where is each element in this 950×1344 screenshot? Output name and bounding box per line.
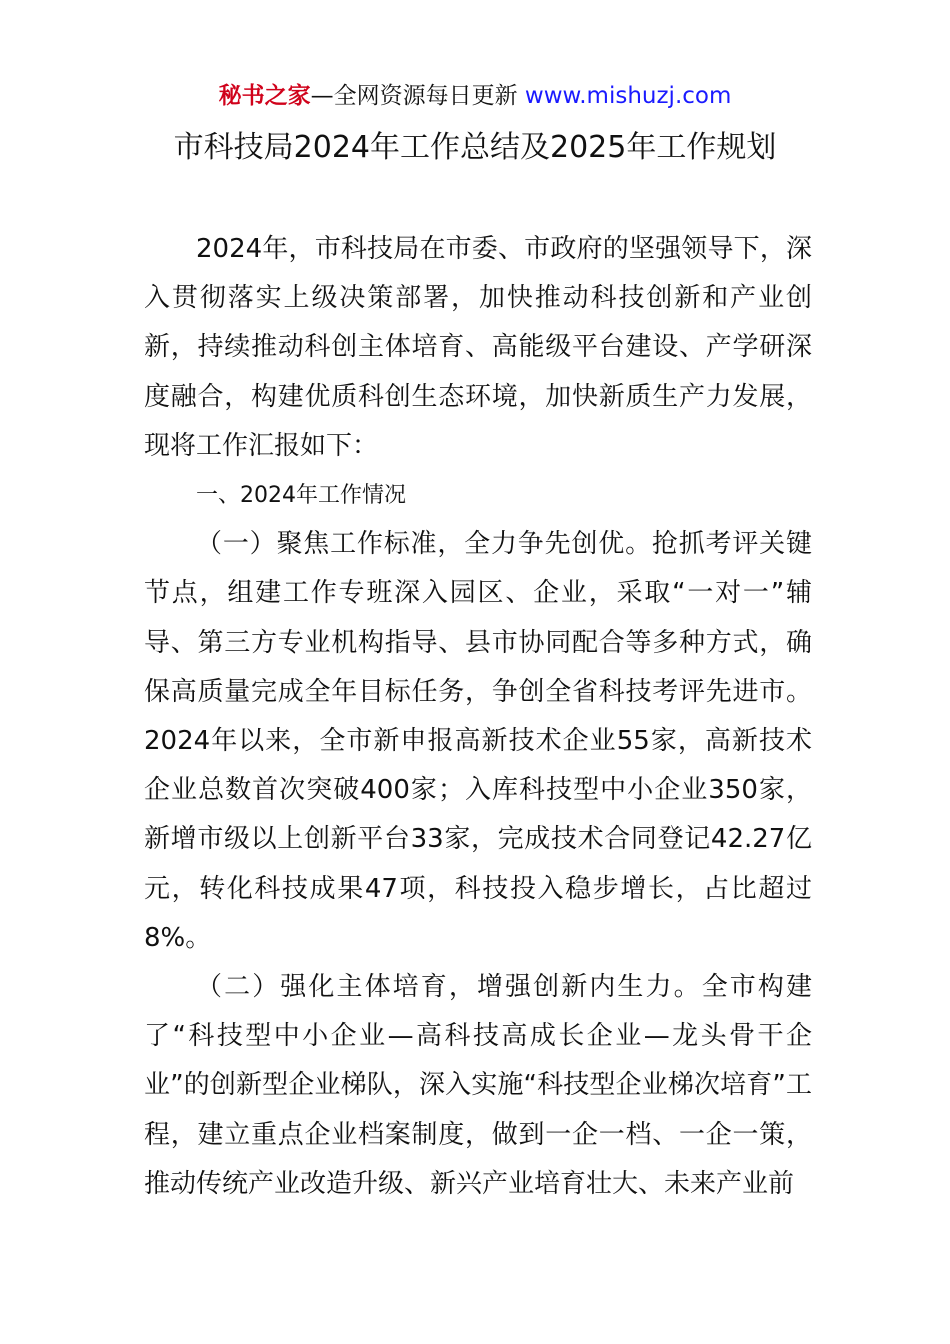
site-header [0,80,950,112]
body-paragraph: （二）强化主体培育，增强创新内生力。全市构建了“科技型中小企业—高科技高成长企业—龙头骨干企业”的创新型企业梯队，深入实施“科技型企业梯次培育”工程，建立重点企业档案制度，做到一企一档、一企一策，推动传统产业改造升级、新兴产业培育壮大、未来产业前 [144,972,812,1199]
section-heading: 一、2024年工作情况 [196,483,406,509]
body-paragraph: （一）聚焦工作标准，全力争先创优。抢抓考评关键节点，组建工作专班深入园区、企业，采取“一对一”辅导、第三方专业机构指导、县市协同配合等多种方式，确保高质量完成全年目标任务，争创全省科技考评先进市。2024年以来，全市新申报高新技术企业55家，高新技术企业总数首次突破400家；入库科技型中小企业350家，新增市级以上创新平台33家，完成技术合同登记42.27亿元，转化科技成果47项，科技投入稳步增长，占比超过8%。 [144,529,812,953]
intro-paragraph: 2024年，市科技局在市委、市政府的坚强领导下，深入贯彻落实上级决策部署，加快推动科技创新和产业创新，持续推动科创主体培育、高能级平台建设、产学研深度融合，构建优质科创生态环境，加快新质生产力发展，现将工作汇报如下： [144,234,812,461]
site-tagline: —全网资源每日更新 [310,83,518,109]
document-title: 市科技局2024年工作总结及2025年工作规划 [173,130,777,165]
site-url-link[interactable]: www.mishuzj.com [524,83,732,109]
brand-name: 秘书之家 [218,83,311,109]
document-body [144,225,812,1209]
